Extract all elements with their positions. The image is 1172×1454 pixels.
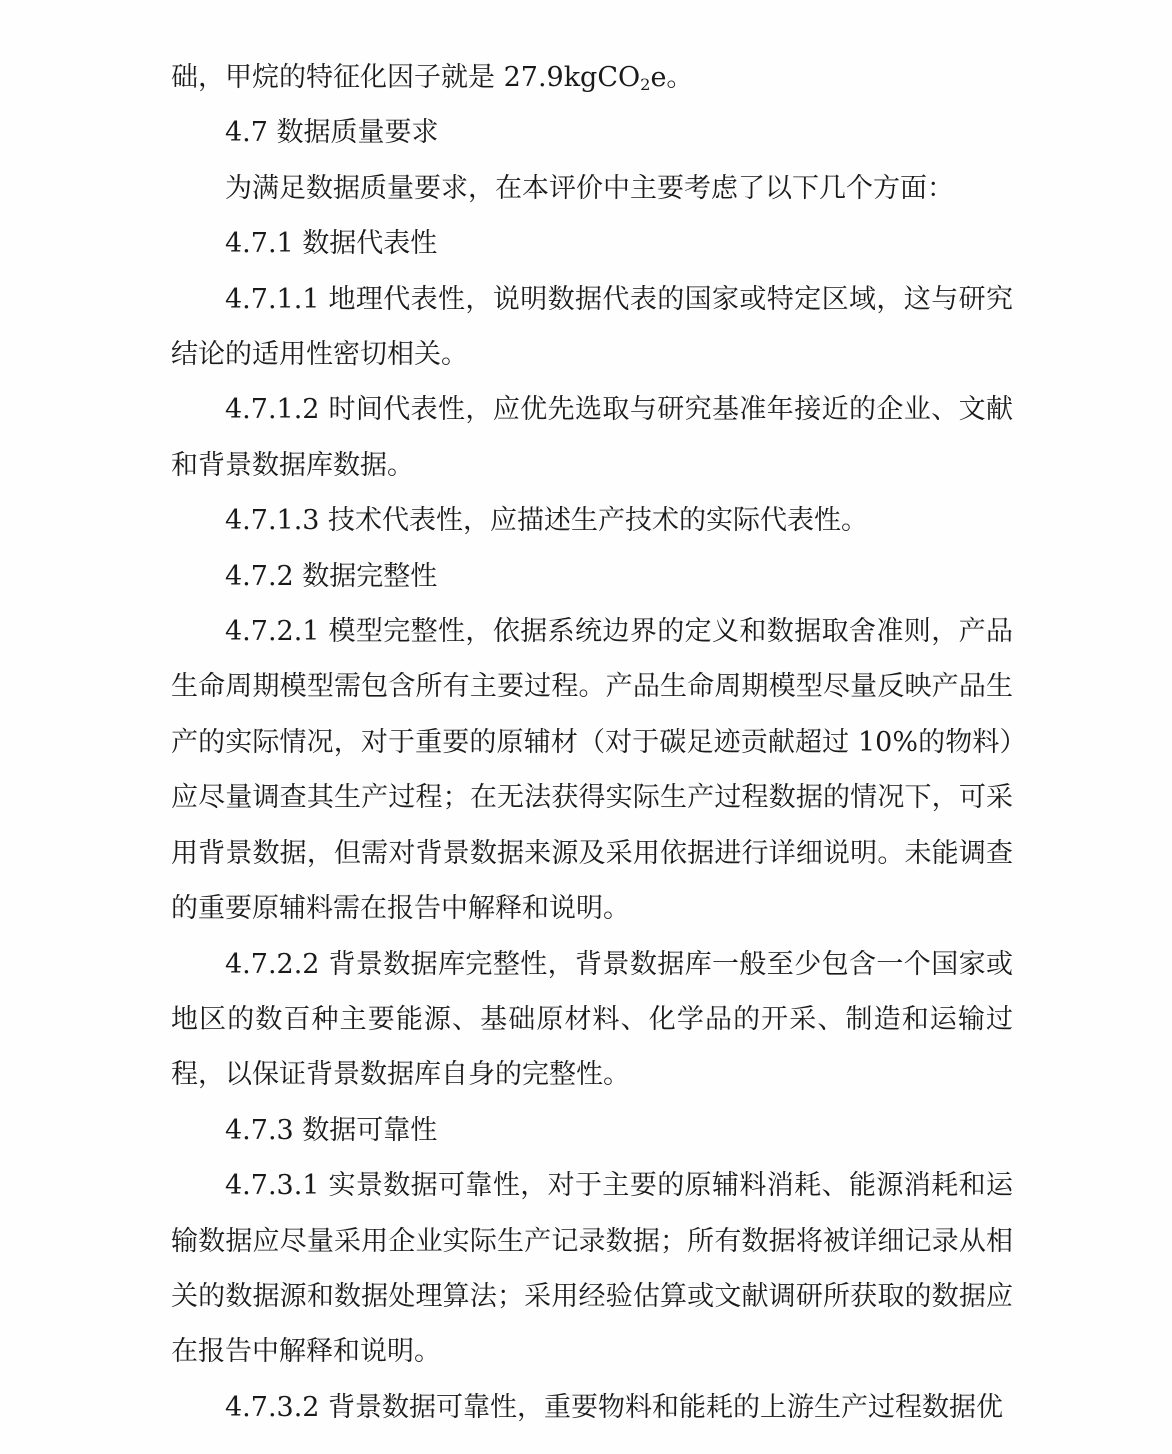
section-heading: 4.7.2 数据完整性 [225,560,438,592]
line-text: e。 [650,62,694,93]
paragraph: 4.7.3.2 背景数据可靠性，重要物料和能耗的上游生产过程数据优 [225,1391,1004,1423]
paragraph: 为满足数据质量要求，在本评价中主要考虑了以下几个方面： [225,172,954,204]
subscript: 2 [640,75,651,95]
section-heading: 4.7.3 数据可靠性 [225,1114,438,1146]
paragraph: 4.7.2.2 背景数据库完整性，背景数据库一般至少包含一个国家或地区的数百种主要能源、基础原材料、化学品的开采、制造和运输过程，以保证背景数据库自身的完整性。 [171,948,1013,1091]
section-heading: 4.7 数据质量要求 [225,117,439,149]
paragraph: 4.7.3.1 实景数据可靠性，对于主要的原辅料消耗、能源消耗和运输数据应尽量采用企业实际生产记录数据；所有数据将被详细记录从相关的数据源和数据处理算法；采用经验估算或文献调研所获取的数据应在报告中解释和说明。 [171,1170,1013,1368]
paragraph: 4.7.1.3 技术代表性，应描述生产技术的实际代表性。 [225,505,869,537]
continuation-line [171,50,1013,105]
paragraph: 4.7.1.1 地理代表性，说明数据代表的国家或特定区域，这与研究结论的适用性密切相关。 [171,283,1013,371]
body-text [171,50,1013,1435]
section-heading: 4.7.1 数据代表性 [225,228,438,260]
line-text: 础，甲烷的特征化因子就是 27.9kgCO [171,62,641,93]
paragraph: 4.7.2.1 模型完整性，依据系统边界的定义和数据取舍准则，产品生命周期模型需包含所有主要过程。产品生命周期模型尽量反映产品生产的实际情况，对于重要的原辅材（对于碳足迹贡献超过 10%的物料）应尽量调查其生产过程；在无法获得实际生产过程数据的情况下，可采用背景数据，但需对背景数据来源及采用依据进行详细说明。未能调查的重要原辅料需在报告中解释和说明。 [171,616,1013,925]
paragraph: 4.7.1.2 时间代表性，应优先选取与研究基准年接近的企业、文献和背景数据库数据。 [171,394,1013,481]
